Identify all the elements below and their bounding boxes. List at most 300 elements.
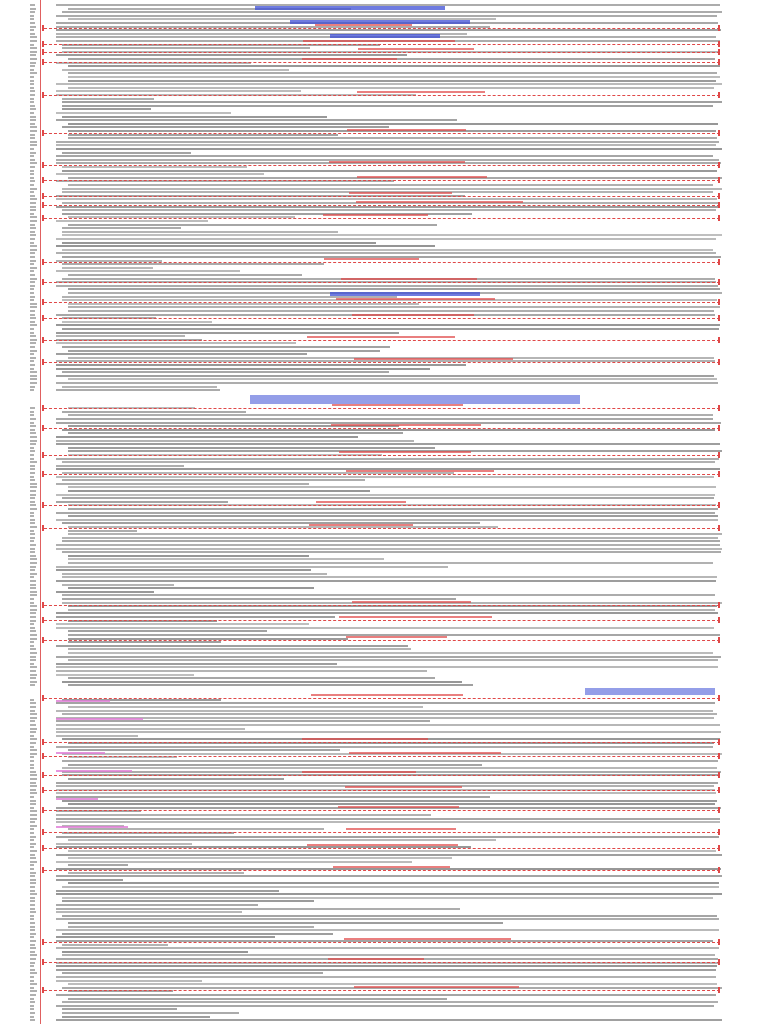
line-number [30, 954, 37, 956]
text-line [68, 224, 437, 226]
line-number [30, 512, 34, 514]
line-number [30, 864, 34, 866]
separator-caption [328, 958, 424, 960]
separator-tick [42, 753, 44, 759]
line-number [30, 80, 34, 82]
line-number [30, 180, 35, 182]
text-line [56, 782, 718, 784]
separator-caption [339, 616, 492, 618]
line-number [30, 666, 37, 668]
line-number [30, 101, 34, 103]
line-number [30, 461, 37, 463]
separator-tick [42, 807, 44, 813]
text-line [56, 735, 138, 737]
line-number [30, 486, 37, 488]
separator-caption [352, 314, 474, 316]
text-line [56, 627, 714, 629]
separator-tick [718, 177, 720, 183]
separator-tick [718, 193, 720, 199]
line-number [30, 551, 35, 553]
text-line [62, 479, 365, 481]
text-line [56, 54, 407, 56]
line-number [30, 357, 36, 359]
line-number [30, 242, 34, 244]
line-number [30, 170, 34, 172]
line-number [30, 699, 34, 701]
text-line [56, 710, 713, 712]
line-number [30, 368, 34, 370]
line-number [30, 310, 35, 312]
text-line [56, 728, 245, 730]
text-line [62, 11, 722, 13]
line-number [30, 321, 35, 323]
side-note [56, 770, 132, 772]
separator-tick [42, 502, 44, 508]
text-line [68, 850, 716, 852]
line-number [30, 353, 34, 355]
separator-tick [42, 867, 44, 873]
line-number [30, 213, 34, 215]
text-line [56, 717, 714, 719]
line-number [30, 130, 37, 132]
separator-tick [42, 130, 44, 136]
separator-tick [718, 315, 720, 321]
line-number [30, 206, 36, 208]
line-number [30, 90, 35, 92]
text-line [62, 1008, 177, 1010]
text-line [56, 980, 202, 982]
text-line [56, 702, 715, 704]
line-number [30, 843, 36, 845]
separator-tick [718, 202, 720, 208]
text-line [62, 267, 153, 269]
text-line [56, 465, 184, 467]
line-number [30, 159, 35, 161]
line-number [30, 306, 37, 308]
text-line [68, 65, 720, 67]
text-line [62, 227, 181, 229]
text-line [68, 72, 717, 74]
separator-tick [42, 772, 44, 778]
section-separator [44, 196, 720, 197]
line-number [30, 962, 35, 964]
separator-tick [718, 829, 720, 835]
line-number [30, 742, 36, 744]
line-number [30, 173, 34, 175]
section-separator [44, 848, 720, 849]
separator-caption [354, 986, 519, 988]
separator-tick [42, 525, 44, 531]
text-line [68, 684, 473, 686]
line-number [30, 875, 35, 877]
text-line [62, 540, 720, 542]
separator-tick [42, 405, 44, 411]
line-number [30, 220, 37, 222]
separator-caption [316, 501, 406, 503]
text-line [68, 609, 715, 611]
separator-caption [329, 161, 465, 163]
text-line [68, 274, 302, 276]
line-number [30, 940, 36, 942]
separator-tick [718, 987, 720, 993]
section-separator [44, 962, 720, 963]
line-number [30, 882, 36, 884]
text-line [62, 576, 717, 578]
text-line [68, 490, 370, 492]
text-line [56, 746, 713, 748]
separator-tick [718, 25, 720, 31]
line-number [30, 558, 37, 560]
text-line [56, 443, 720, 445]
text-line [56, 796, 490, 798]
text-line [56, 731, 721, 733]
line-number [30, 256, 35, 258]
separator-caption [339, 451, 471, 453]
section-separator [44, 698, 720, 699]
text-line [56, 112, 231, 114]
text-line [56, 29, 721, 31]
line-number [30, 184, 34, 186]
line-number [30, 47, 37, 49]
separator-tick [42, 739, 44, 745]
text-line [68, 288, 720, 290]
line-number [30, 609, 37, 611]
separator-tick [42, 59, 44, 65]
line-number [30, 83, 34, 85]
line-number [30, 414, 34, 416]
separator-caption [302, 58, 397, 60]
line-number [30, 288, 34, 290]
text-line [56, 674, 194, 676]
line-number [30, 278, 37, 280]
text-line [56, 270, 240, 272]
line-number [30, 753, 37, 755]
section-separator [44, 262, 720, 263]
separator-tick [718, 807, 720, 813]
section-separator [44, 990, 720, 991]
separator-tick [42, 959, 44, 965]
line-number [30, 11, 35, 13]
separator-tick [42, 617, 44, 623]
line-number [30, 155, 34, 157]
line-number [30, 832, 34, 834]
line-number [30, 447, 34, 449]
separator-tick [718, 617, 720, 623]
separator-caption [338, 806, 459, 808]
text-line [62, 1012, 239, 1014]
text-line [56, 656, 721, 658]
line-number [30, 573, 37, 575]
line-number [30, 810, 37, 812]
text-line [62, 98, 154, 100]
line-number [30, 40, 37, 42]
line-number [30, 616, 36, 618]
text-line [56, 476, 714, 478]
text-line [62, 116, 327, 118]
text-line [62, 900, 314, 902]
text-line [56, 324, 720, 326]
text-line [68, 677, 435, 679]
line-number [30, 634, 37, 636]
text-line [56, 569, 311, 571]
section-separator [44, 790, 720, 791]
line-number [30, 972, 37, 974]
line-number [30, 458, 34, 460]
section-separator [44, 605, 720, 606]
line-number [30, 958, 36, 960]
line-number [30, 137, 35, 139]
text-line [56, 436, 358, 438]
line-number [30, 926, 35, 928]
text-line [56, 875, 722, 877]
separator-tick [718, 425, 720, 431]
line-number [30, 911, 36, 913]
line-number [30, 576, 34, 578]
separator-caption [357, 176, 487, 178]
line-number [30, 872, 36, 874]
line-number [30, 285, 35, 287]
text-line [56, 148, 722, 150]
line-number [30, 947, 36, 949]
text-line [56, 418, 713, 420]
separator-caption [332, 404, 463, 406]
text-line [56, 969, 716, 971]
line-number [30, 778, 37, 780]
line-number [30, 659, 36, 661]
line-number [30, 774, 37, 776]
line-number [30, 252, 35, 254]
text-line [62, 897, 713, 899]
text-line [62, 209, 716, 211]
text-line [62, 594, 715, 596]
line-number [30, 735, 34, 737]
text-line [68, 587, 314, 589]
line-number [30, 375, 37, 377]
line-number [30, 908, 35, 910]
text-line [56, 83, 722, 85]
separator-tick [42, 829, 44, 835]
line-number [30, 389, 34, 391]
line-number [30, 713, 37, 715]
separator-tick [42, 49, 44, 55]
text-line [68, 486, 716, 488]
line-number [30, 728, 37, 730]
line-number [30, 378, 37, 380]
section-separator [44, 302, 720, 303]
section-separator [44, 340, 720, 341]
line-number [30, 796, 34, 798]
line-number [30, 292, 34, 294]
separator-tick [42, 25, 44, 31]
line-number [30, 224, 35, 226]
separator-tick [718, 405, 720, 411]
text-line [56, 843, 192, 845]
line-number [30, 497, 35, 499]
line-number [30, 684, 35, 686]
line-number [30, 148, 34, 150]
separator-caption [349, 192, 452, 194]
line-number [30, 584, 36, 586]
line-number [30, 274, 35, 276]
section-separator [44, 870, 720, 871]
line-number [30, 760, 34, 762]
line-number [30, 422, 34, 424]
line-number [30, 490, 36, 492]
text-line [68, 447, 435, 449]
text-line [68, 839, 496, 841]
text-line [68, 530, 137, 532]
text-line [56, 141, 719, 143]
text-line [68, 764, 482, 766]
text-line [62, 915, 717, 917]
section-separator [44, 942, 720, 943]
text-line [62, 598, 456, 600]
line-number [30, 533, 35, 535]
separator-tick [42, 425, 44, 431]
separator-tick [718, 259, 720, 265]
line-number [30, 443, 36, 445]
line-number [30, 314, 35, 316]
text-line [68, 922, 503, 924]
text-line [62, 944, 168, 946]
line-number [30, 789, 36, 791]
separator-tick [42, 92, 44, 98]
separator-caption [336, 298, 495, 300]
line-number [30, 717, 37, 719]
line-number [30, 371, 37, 373]
separator-tick [718, 49, 720, 55]
line-number [30, 8, 36, 10]
text-line [62, 537, 718, 539]
text-line [62, 551, 721, 553]
line-number [30, 648, 36, 650]
section-separator [44, 505, 720, 506]
text-line [62, 681, 462, 683]
line-number [30, 249, 37, 251]
line-number [30, 515, 34, 517]
line-number [30, 566, 36, 568]
line-number [30, 587, 36, 589]
section-separator [44, 44, 720, 45]
text-line [56, 364, 466, 366]
line-number [30, 33, 35, 35]
line-number [30, 803, 36, 805]
line-number [30, 468, 35, 470]
text-line [68, 659, 718, 661]
text-line [68, 555, 309, 557]
line-number [30, 792, 37, 794]
separator-caption [341, 278, 477, 280]
separator-caption [333, 866, 450, 868]
text-line [62, 760, 718, 762]
section-separator [44, 52, 720, 53]
text-line [56, 994, 716, 996]
text-line [56, 342, 296, 344]
line-number [30, 785, 37, 787]
line-number [30, 346, 35, 348]
text-line [62, 972, 323, 974]
line-number [30, 656, 36, 658]
line-number [30, 62, 36, 64]
text-line [56, 90, 301, 92]
line-number [30, 15, 34, 17]
line-number [30, 677, 36, 679]
text-line [56, 580, 716, 582]
text-line [56, 612, 718, 614]
text-line [56, 965, 717, 967]
line-number [30, 630, 36, 632]
text-line [68, 983, 717, 985]
text-line [56, 173, 264, 175]
separator-tick [42, 315, 44, 321]
line-number [30, 839, 34, 841]
text-line [56, 353, 307, 355]
text-line [56, 792, 716, 794]
text-line [56, 861, 412, 863]
separator-tick [42, 359, 44, 365]
section-heading [255, 6, 445, 10]
text-line [62, 69, 289, 71]
line-number [30, 479, 35, 481]
text-line [56, 911, 242, 913]
line-number [30, 472, 35, 474]
text-line [68, 652, 713, 654]
text-line [62, 573, 327, 575]
text-line [62, 321, 212, 323]
separator-caption [349, 752, 501, 754]
line-number [30, 1019, 35, 1021]
line-number [30, 350, 37, 352]
text-line [56, 566, 448, 568]
line-number [30, 670, 36, 672]
text-line [62, 933, 333, 935]
section-separator [44, 318, 720, 319]
text-line [62, 713, 717, 715]
separator-tick [42, 41, 44, 47]
line-number [30, 105, 35, 107]
text-line [56, 285, 718, 287]
line-number [30, 767, 34, 769]
line-number [30, 641, 34, 643]
line-number [30, 652, 37, 654]
line-number [30, 454, 34, 456]
line-number [30, 303, 37, 305]
line-number [30, 764, 34, 766]
separator-tick [718, 59, 720, 65]
major-heading [585, 688, 715, 695]
line-number [30, 126, 37, 128]
line-number [30, 504, 36, 506]
text-line [62, 386, 217, 388]
line-number [30, 850, 37, 852]
text-line [56, 15, 717, 17]
line-number [30, 332, 34, 334]
line-number [30, 195, 35, 197]
text-line [68, 803, 715, 805]
text-line [56, 382, 718, 384]
separator-tick [718, 695, 720, 701]
line-number [30, 645, 34, 647]
text-line [56, 947, 719, 949]
line-number [30, 26, 36, 28]
line-number [30, 724, 36, 726]
line-number [30, 544, 36, 546]
separator-caption [315, 24, 412, 26]
text-line [56, 818, 720, 820]
text-line [62, 242, 376, 244]
line-number [30, 198, 37, 200]
line-number [30, 245, 37, 247]
